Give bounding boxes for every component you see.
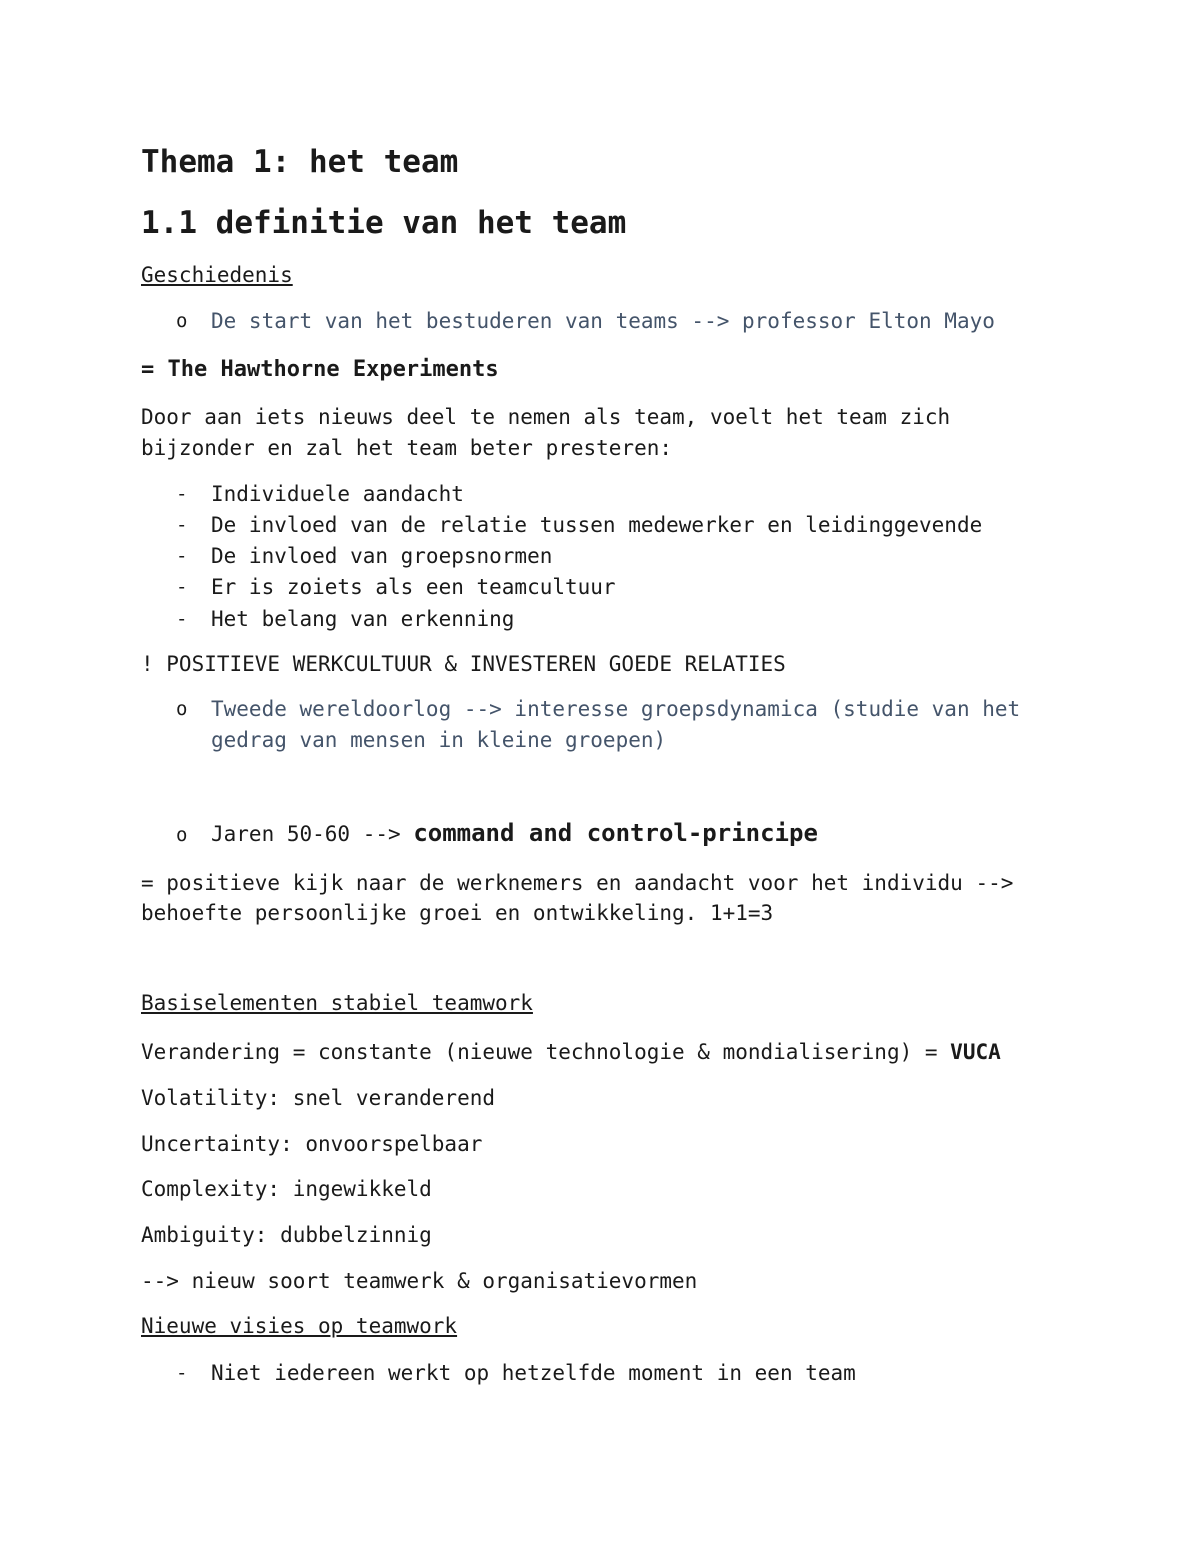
nieuwe-visies-heading: Nieuwe visies op teamwork <box>141 1314 458 1338</box>
bullet-ww2-line-1: Tweede wereldoorlog --> interesse groepsdynamica (studie van het <box>211 697 1021 721</box>
dash-bullet-icon: - <box>176 1362 188 1384</box>
result-line-2: behoefte persoonlijke groei en ontwikkeling. 1+1=3 <box>141 901 774 925</box>
bullet-mayo: De start van het bestuderen van teams --> professor Elton Mayo <box>211 309 995 333</box>
page-title: Thema 1: het team <box>141 144 459 180</box>
verandering-line <box>141 1037 1001 1068</box>
geschiedenis-heading: Geschiedenis <box>141 263 293 287</box>
circle-bullet-icon: o <box>176 824 188 846</box>
volatility-line: Volatility: snel veranderend <box>141 1086 496 1110</box>
list-item: Er is zoiets als een teamcultuur <box>211 575 616 599</box>
result-line-1: = positieve kijk naar de werknemers en aandacht voor het individu --> <box>141 871 1014 895</box>
circle-bullet-icon: o <box>176 698 188 720</box>
list-item: De invloed van de relatie tussen medewerker en leidinggevende <box>211 513 983 537</box>
command-control-term: command and control-principe <box>413 819 818 847</box>
hawthorne-heading: = The Hawthorne Experiments <box>141 357 499 382</box>
basiselementen-heading: Basiselementen stabiel teamwork <box>141 991 533 1015</box>
dash-bullet-icon: - <box>176 483 188 505</box>
arrow-line: --> nieuw soort teamwerk & organisatievormen <box>141 1269 698 1293</box>
list-item: De invloed van groepsnormen <box>211 544 553 568</box>
verandering-text: Verandering = constante (nieuwe technologie & mondialisering) = <box>141 1040 938 1064</box>
bullet-jaren-prefix: Jaren 50-60 --> <box>211 822 401 846</box>
vuca-term: VUCA <box>950 1040 1001 1064</box>
dash-bullet-icon: - <box>176 608 188 630</box>
list-item: Individuele aandacht <box>211 482 464 506</box>
ambiguity-line: Ambiguity: dubbelzinnig <box>141 1223 432 1247</box>
note-line: ! POSITIEVE WERKCULTUUR & INVESTEREN GOEDE RELATIES <box>141 652 786 676</box>
paragraph-line-1: Door aan iets nieuws deel te nemen als team, voelt het team zich <box>141 405 951 429</box>
list-item: Het belang van erkenning <box>211 607 515 631</box>
list-item: Niet iedereen werkt op hetzelfde moment in een team <box>211 1361 856 1385</box>
bullet-jaren-50-60 <box>211 818 818 850</box>
complexity-line: Complexity: ingewikkeld <box>141 1177 432 1201</box>
uncertainty-line: Uncertainty: onvoorspelbaar <box>141 1132 483 1156</box>
circle-bullet-icon: o <box>176 310 188 332</box>
paragraph-line-2: bijzonder en zal het team beter presteren: <box>141 436 673 460</box>
dash-bullet-icon: - <box>176 576 188 598</box>
dash-bullet-icon: - <box>176 514 188 536</box>
section-heading: 1.1 definitie van het team <box>141 205 627 241</box>
bullet-ww2-line-2: gedrag van mensen in kleine groepen) <box>211 728 667 752</box>
dash-bullet-icon: - <box>176 545 188 567</box>
